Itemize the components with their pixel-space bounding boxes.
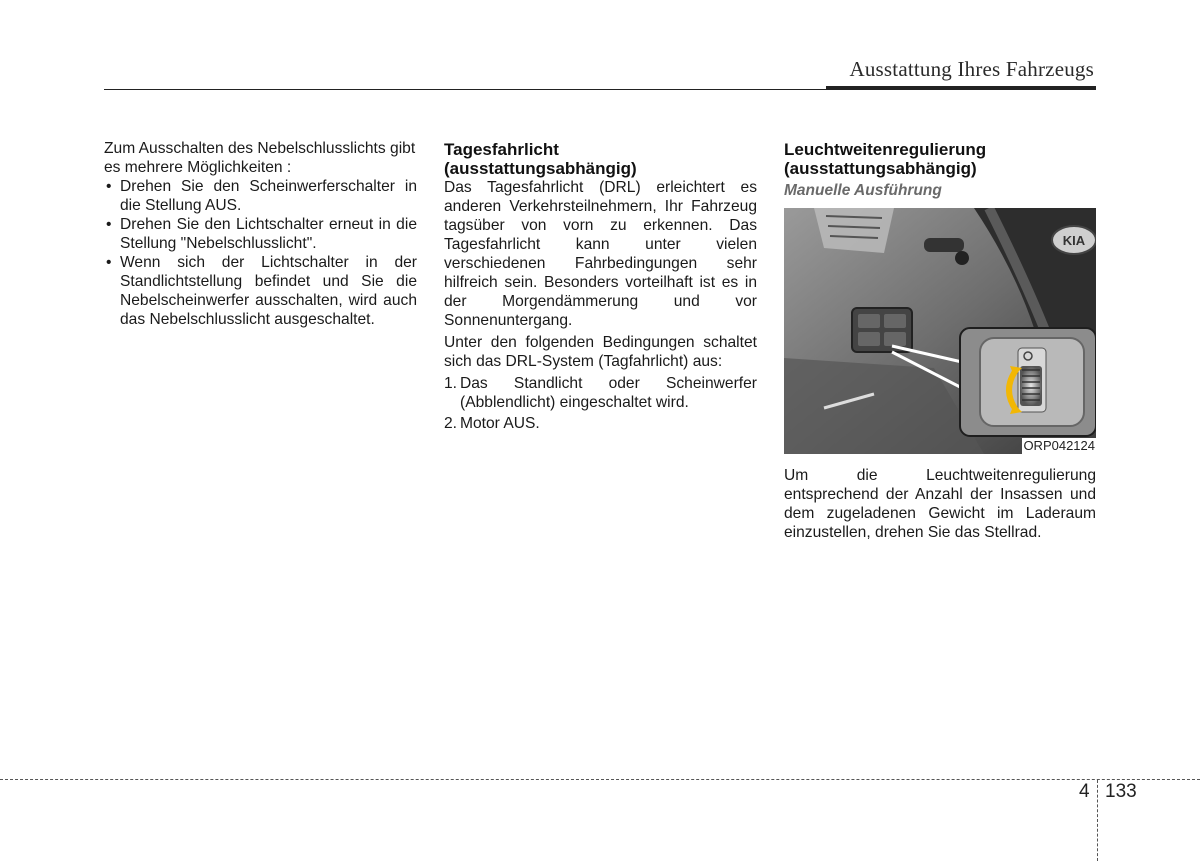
bullet-item: • Drehen Sie den Scheinwerferschalter in die Stellung AUS.	[104, 177, 417, 215]
kia-logo: KIA	[1062, 233, 1086, 248]
column-middle	[444, 139, 757, 435]
body-paragraph: Das Tagesfahrlicht (DRL) erleichtert es anderen Verkehrsteilnehmern, Ihr Fahrzeug tagsüber von vorn zu erkennen. Das Tagesfahrlicht kann unter vielen verschiedenen Fahrbedingungen sehr hilfreich sein. Besonders vorteilhaft ist es in der Morgendämmerung und vor Sonnenuntergang.	[444, 179, 757, 329]
heading-line: (ausstattungsabhängig)	[444, 159, 637, 178]
list-item	[444, 374, 757, 412]
list-text: Motor AUS.	[460, 415, 540, 432]
dashboard-illustration	[784, 208, 1096, 454]
heading-line: (ausstattungsabhängig)	[784, 159, 977, 178]
page-number: 133	[1105, 781, 1137, 802]
body-paragraph: Um die Leuchtweitenregulierung entsprechend der Anzahl der Insassen und dem zugeladenen Gewicht im Laderaum einzustellen, drehen Sie das Stellrad.	[784, 467, 1096, 541]
heading-line: Tagesfahrlicht	[444, 140, 559, 159]
section-heading	[444, 140, 757, 178]
list-item	[444, 414, 757, 433]
body-paragraph: Unter den folgenden Bedingungen schaltet sich das DRL-System (Tagfahrlicht) aus:	[444, 334, 757, 370]
list-number: 1.	[444, 375, 458, 392]
bullet-list	[104, 177, 417, 329]
footer-rule	[0, 779, 1200, 780]
bullet-item: • Wenn sich der Lichtschalter in der Standlichtstellung befindet und Sie die Nebelscheinwerfer ausschalten, wird auch das Nebelschlusslicht ausgeschaltet.	[104, 253, 417, 329]
headlight-leveling-figure	[784, 208, 1096, 454]
intro-paragraph: Zum Ausschalten des Nebelschlusslichts gibt es mehrere Möglichkeiten :	[104, 140, 416, 176]
chapter-number: 4	[1079, 781, 1090, 802]
section-heading	[784, 140, 1096, 178]
heading-line: Leuchtweitenregulierung	[784, 140, 987, 159]
list-number: 2.	[444, 415, 458, 432]
column-left	[104, 139, 417, 329]
list-text: Das Standlicht oder Scheinwerfer (Abblendlicht) eingeschaltet wird.	[460, 375, 757, 411]
column-right	[784, 139, 1096, 542]
figure-code: ORP042124	[1023, 438, 1095, 453]
header-rule-accent	[826, 86, 1096, 90]
bullet-item: • Drehen Sie den Lichtschalter erneut in die Stellung "Nebelschlusslicht".	[104, 215, 417, 253]
subheading: Manuelle Ausführung	[784, 182, 942, 199]
numbered-list	[444, 374, 757, 433]
running-header: Ausstattung Ihres Fahrzeugs	[849, 57, 1094, 81]
footer-divider	[1097, 780, 1098, 861]
